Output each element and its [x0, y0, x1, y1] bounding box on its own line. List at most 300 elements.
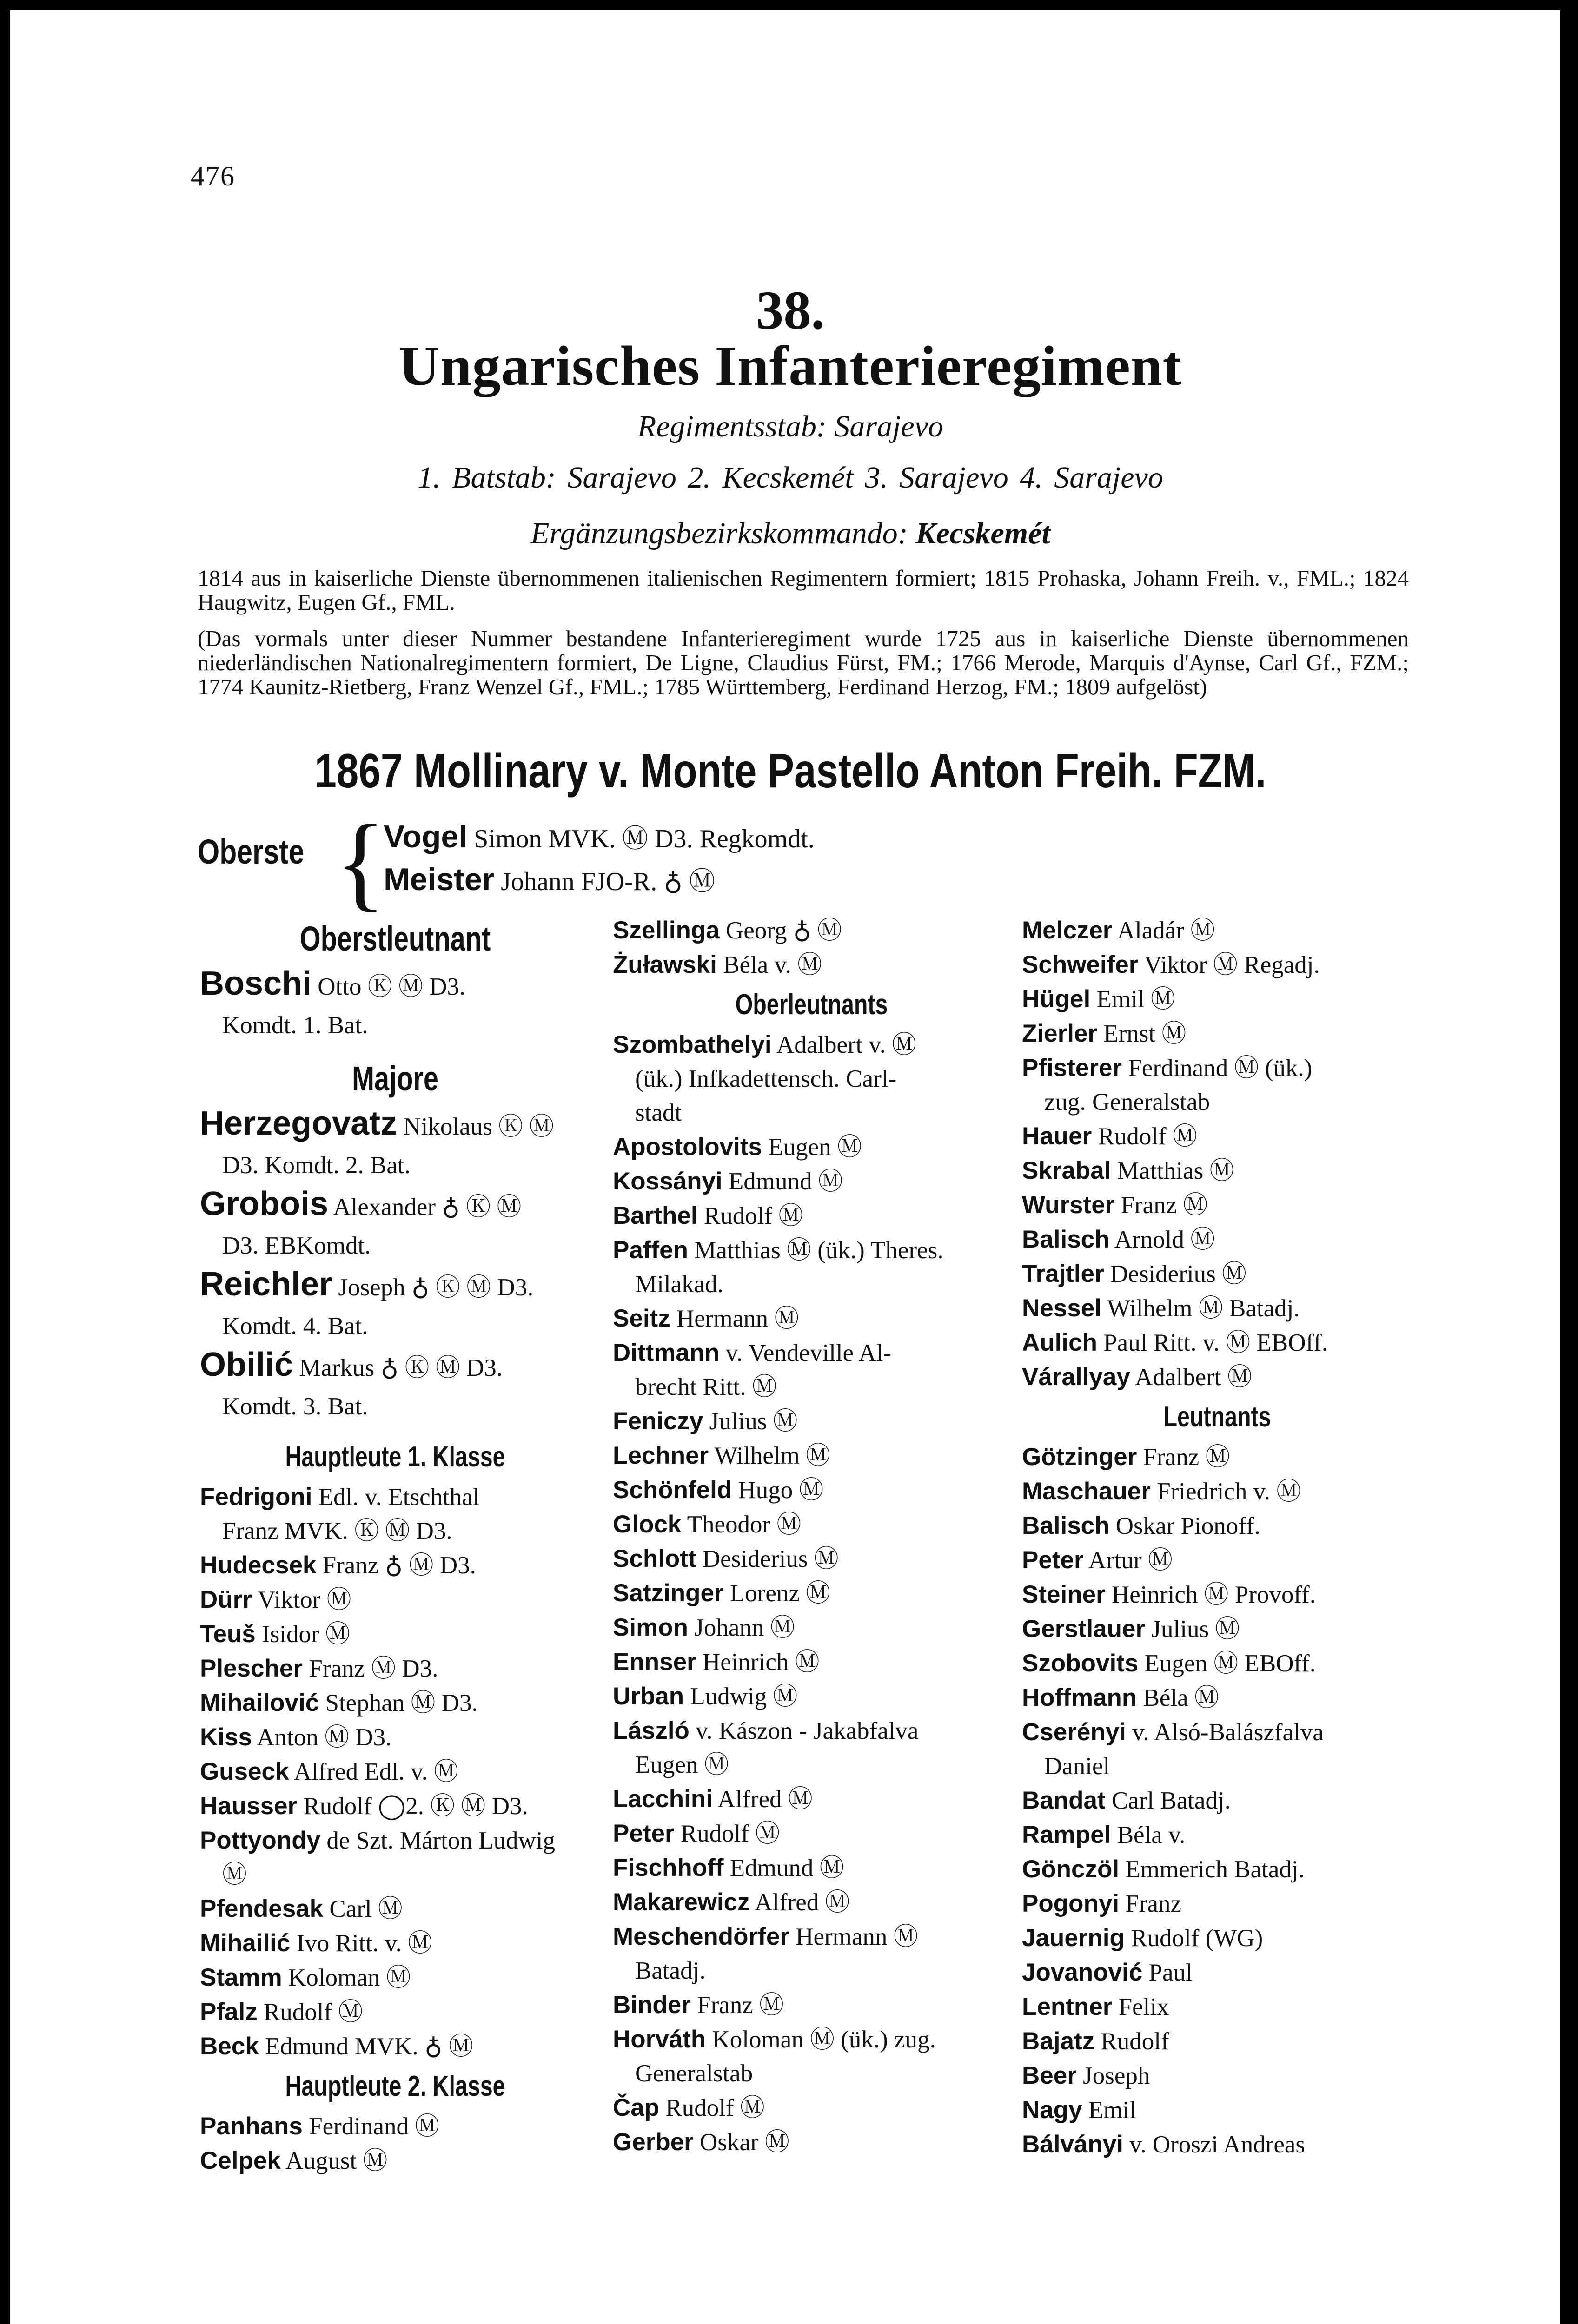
surname: Meschendörfer: [613, 1923, 789, 1950]
surname: Beer: [1022, 2062, 1077, 2089]
roster-entry: [200, 964, 590, 1045]
entry-details: Rudolf Ⓜ: [680, 1820, 780, 1847]
surname: Steiner: [1022, 1581, 1106, 1608]
surname: Guseck: [200, 1758, 289, 1785]
surname: László: [613, 1717, 690, 1744]
ergaenzung-label: Ergänzungsbezirkskommando:: [530, 516, 908, 550]
roster-entry: [200, 1346, 590, 1426]
oberst-entry: [384, 861, 715, 898]
roster-entry: [1022, 1955, 1412, 1990]
entry-line: [613, 948, 1010, 982]
entry-details: Matthias Ⓜ: [1117, 1157, 1234, 1184]
entry-details: Hermann Ⓜ: [796, 1923, 918, 1950]
entry-line: [613, 2022, 1010, 2057]
roster-entry: [613, 1164, 1010, 1199]
roster-entry: [200, 1104, 590, 1185]
entry-continuation: (ük.) Infkadettensch. Carl-: [635, 1065, 897, 1092]
entry-line: [613, 1645, 1010, 1679]
batstab: 1. Batstab: Sarajevo 2. Kecskemét 3. Sarajevo 4. Sarajevo: [418, 461, 1163, 495]
surname: Schweifer: [1022, 951, 1139, 978]
entry-details: Rudolf Ⓜ: [665, 2094, 765, 2121]
entry-line: [200, 1995, 590, 2029]
entry-line: [200, 1480, 590, 1514]
surname: Balisch: [1022, 1512, 1110, 1539]
entry-details: Ernst Ⓜ: [1103, 1020, 1187, 1047]
surname: Beck: [200, 2033, 259, 2060]
surname: Barthel: [613, 1202, 698, 1229]
entry-continuation: D3. Komdt. 2. Bat.: [222, 1152, 411, 1179]
roster-entry: [1022, 1612, 1412, 1646]
entry-details: Julius Ⓜ: [709, 1408, 798, 1435]
column-2: [613, 913, 1010, 2159]
entry-details: Johann Ⓜ: [694, 1614, 795, 1641]
surname: Vogel: [384, 819, 468, 854]
surname: Pogonyi: [1022, 1890, 1120, 1917]
surname: Horváth: [613, 2026, 706, 2053]
entry-details: Alfred Ⓜ: [754, 1889, 850, 1916]
roster-entry: [1022, 1051, 1412, 1119]
surname: Mihailović: [200, 1689, 319, 1717]
entry-line: [1022, 1887, 1412, 1921]
roster-entry: [613, 1301, 1010, 1336]
roster-entry: [613, 1988, 1010, 2022]
entry-continuation: D3. EBKomdt.: [222, 1232, 371, 1259]
roster-entry: [200, 1823, 590, 1892]
surname: Bajatz: [1022, 2027, 1095, 2055]
entry-line: [613, 1028, 1010, 1062]
surname: Stamm: [200, 1964, 282, 1991]
entry-line: [613, 1816, 1010, 1851]
entry-details: August Ⓜ: [285, 2147, 388, 2174]
surname: Pfisterer: [1022, 1054, 1122, 1082]
entry-line: [1022, 1921, 1412, 1955]
entry-details: Friedrich v. Ⓜ: [1157, 1478, 1301, 1505]
roster-entry: [613, 1507, 1010, 1542]
entry-details: Aladár Ⓜ: [1117, 917, 1215, 944]
entry-details: Eugen Ⓜ EBOff.: [1144, 1650, 1316, 1677]
roster-entry: [613, 1473, 1010, 1507]
surname: Gerber: [613, 2128, 694, 2156]
entry-line: [1022, 948, 1412, 982]
entry-details: Emmerich Batadj.: [1125, 1856, 1305, 1883]
roster-entry: [613, 1542, 1010, 1576]
surname: Gönczöl: [1022, 1855, 1120, 1883]
surname: Satzinger: [613, 1579, 724, 1607]
entry-line: [200, 1548, 590, 1583]
roster-entry: [613, 1816, 1010, 1851]
entry-continuation: Daniel: [1044, 1753, 1110, 1780]
entry-line: [1022, 2059, 1412, 2093]
roster-entry: [613, 1028, 1010, 1130]
entry-line: [613, 1576, 1010, 1611]
surname: Peter: [613, 1820, 675, 1847]
surname: Plescher: [200, 1655, 303, 1682]
entry-line: [1022, 1017, 1412, 1051]
roster-entry: [613, 913, 1010, 948]
entry-line: [613, 1714, 1010, 1748]
surname: Ennser: [613, 1648, 696, 1676]
surname: Zierler: [1022, 1020, 1098, 1047]
surname: Makarewicz: [613, 1888, 750, 1916]
entry-details: Koloman Ⓜ: [288, 1964, 411, 1991]
entry-line: [1022, 982, 1412, 1017]
surname: Grobois: [200, 1185, 329, 1222]
entry-line: [200, 1755, 590, 1789]
surname: Urban: [613, 1683, 684, 1710]
page-number: 476: [191, 161, 235, 191]
roster-entry: [200, 2109, 590, 2144]
roster-entry: [613, 2091, 1010, 2125]
roster-entry: [1022, 1474, 1412, 1509]
entry-details: Koloman Ⓜ (ük.) zug.: [712, 2026, 936, 2053]
entry-line: [1022, 1818, 1412, 1852]
surname: Cserényi: [1022, 1718, 1126, 1746]
roster-entry: [1022, 2127, 1412, 2162]
entry-details: Theodor Ⓜ: [687, 1511, 802, 1538]
surname: Schlott: [613, 1545, 696, 1572]
surname: Fedrigoni: [200, 1483, 312, 1511]
roster-entry: [1022, 1578, 1412, 1612]
surname: Lentner: [1022, 1993, 1113, 2020]
entry-details: Anton Ⓜ D3.: [257, 1724, 392, 1751]
history-paragraph-1: 1814 aus in kaiserliche Dienste übernommenen italienischen Regimentern formiert; 1815 Prohaska, Johann Freih. v., FML.; 1824 Haugwitz, Eugen Gf., FML.: [198, 565, 1409, 615]
entry-line: [613, 913, 1010, 948]
surname: Balisch: [1022, 1226, 1110, 1253]
entry-details: Béla Ⓜ: [1143, 1684, 1219, 1711]
roster-entry: [613, 1404, 1010, 1439]
entry-details: Edmund Ⓜ: [728, 1168, 843, 1195]
entry-line: [1022, 1188, 1412, 1222]
surname: Fischhoff: [613, 1854, 724, 1882]
entry-details: Wilhelm Ⓜ: [714, 1442, 831, 1469]
surname: Várallyay: [1022, 1363, 1130, 1391]
entry-details: Adalbert Ⓜ: [1135, 1364, 1252, 1391]
ergaenzung-place: Kecskemét: [915, 516, 1050, 550]
entry-details: Wilhelm Ⓜ Batadj.: [1107, 1295, 1300, 1322]
roster-entry: [1022, 1990, 1412, 2024]
entry-line: [1022, 2024, 1412, 2059]
entry-line: [613, 1507, 1010, 1542]
entry-line: [1022, 1222, 1412, 1257]
spacer: [200, 1045, 590, 1053]
roster-entry: [613, 1611, 1010, 1645]
roster-entry: [200, 1892, 590, 1926]
entry-line: [1022, 1990, 1412, 2024]
entry-line: [1022, 1612, 1412, 1646]
surname: Nagy: [1022, 2096, 1082, 2124]
roster-entry: [613, 1782, 1010, 1816]
entry-details: Joseph: [1083, 2062, 1150, 2089]
entry-details: Paul Ritt. v. Ⓜ EBOff.: [1103, 1329, 1328, 1356]
entry-details: Viktor Ⓜ Regadj.: [1144, 951, 1320, 978]
surname: Pfendesak: [200, 1895, 324, 1922]
entry-line: [613, 1920, 1010, 1954]
roster-entry: [200, 1583, 590, 1617]
entry-continuation: Generalstab: [635, 2060, 753, 2087]
entry-details: v. Kászon - Jakabfalva: [696, 1717, 919, 1744]
roster-entry: [200, 1651, 590, 1686]
surname: Glock: [613, 1511, 682, 1538]
surname: Aulich: [1022, 1329, 1097, 1356]
entry-line: [200, 1617, 590, 1651]
entry-line: [613, 2091, 1010, 2125]
roster-entry: [1022, 913, 1412, 948]
surname: Seitz: [613, 1305, 670, 1332]
entry-details: Franz Ⓜ: [1121, 1192, 1208, 1219]
roster-entry: [1022, 1852, 1412, 1887]
entry-details: Adalbert v. Ⓜ: [776, 1031, 917, 1058]
roster-entry: [200, 1265, 590, 1346]
entry-line: [613, 1782, 1010, 1816]
entry-line: [613, 2125, 1010, 2159]
section-heading: Hauptleute 1. Klasse: [285, 1441, 505, 1473]
entry-details: v. Vendeville Al-: [725, 1340, 892, 1367]
entry-details: Hermann Ⓜ: [676, 1305, 799, 1332]
entry-details: Oskar Pionoff.: [1115, 1512, 1260, 1539]
entry-line: [1022, 1578, 1412, 1612]
entry-line: [613, 1679, 1010, 1714]
roster-entry: [613, 2125, 1010, 2159]
roster-entry: [1022, 1291, 1412, 1326]
roster-entry: [613, 1199, 1010, 1233]
roster-entry: [613, 1714, 1010, 1782]
entry-details: Arnold Ⓜ: [1114, 1226, 1215, 1253]
entry-line: [1022, 1326, 1412, 1360]
entry-details: Edl. v. Etschthal: [318, 1484, 480, 1511]
surname: Apostolovits: [613, 1133, 762, 1161]
surname: Jauernig: [1022, 1924, 1125, 1952]
entry-line: [200, 964, 590, 1006]
roster-entry: [200, 1961, 590, 1995]
entry-line: [200, 1892, 590, 1926]
surname: Hauer: [1022, 1122, 1092, 1150]
roster-entry: [1022, 1326, 1412, 1360]
entry-details: Stephan Ⓜ D3.: [325, 1690, 478, 1717]
entry-details: Alexander ♁ Ⓚ Ⓜ: [333, 1194, 522, 1221]
entry-details: Desiderius Ⓜ: [1110, 1261, 1246, 1287]
entry-line: [613, 1233, 1010, 1268]
entry-line: [613, 1851, 1010, 1885]
roster-entry: [1022, 1154, 1412, 1188]
roster-entry: [1022, 1887, 1412, 1921]
roster-entry: [1022, 1715, 1412, 1783]
surname: Pfalz: [200, 1998, 258, 2026]
entry-details: Rudolf Ⓜ: [263, 1999, 363, 2026]
entry-details: Ivo Ritt. v. Ⓜ: [296, 1930, 433, 1957]
roster-entry: [1022, 948, 1412, 982]
roster-entry: [1022, 1360, 1412, 1394]
entry-line: [1022, 1646, 1412, 1681]
entry-line: [1022, 1509, 1412, 1543]
roster-entry: [1022, 1646, 1412, 1681]
entry-line: [613, 1199, 1010, 1233]
surname: Kossányi: [613, 1168, 723, 1195]
history-paragraph-2: (Das vormals unter dieser Nummer bestandene Infanterieregiment wurde 1725 aus in kaiserliche Dienste übernommenen niederländischen Nationalregimentern formiert, De Ligne, Claudius Fürst, FM.; 1766 Merode, Marquis d'Aynse, Carl Gf., FZM.; 1774 Kaunitz-Rietberg, Franz Wenzel Gf., FML.; 1785 Württemberg, Ferdinand Herzog, FM.; 1809 aufgelöst): [198, 626, 1409, 700]
surname: Feniczy: [613, 1407, 703, 1435]
entry-details: Franz Ⓜ: [697, 1992, 784, 2019]
surname: Paffen: [613, 1236, 688, 1264]
roster-entry: [200, 1548, 590, 1583]
surname: Binder: [613, 1991, 691, 2019]
entry-details: Desiderius Ⓜ: [702, 1545, 839, 1572]
surname: Reichler: [200, 1266, 332, 1303]
roster-entry: [1022, 1818, 1412, 1852]
surname: Panhans: [200, 2113, 303, 2140]
roster-entry: [200, 1789, 590, 1823]
entry-line: [200, 1686, 590, 1720]
roster-entry: [613, 2022, 1010, 2091]
surname: Götzinger: [1022, 1443, 1137, 1471]
entry-details: Edmund MVK. ♁ Ⓜ: [265, 2033, 473, 2060]
entry-continuation: brecht Ritt. Ⓜ: [635, 1373, 777, 1400]
surname: Obilić: [200, 1346, 293, 1383]
entry-line: [1022, 1257, 1412, 1291]
entry-details: Joseph ♁ Ⓚ Ⓜ D3.: [338, 1274, 534, 1301]
entry-continuation: Komdt. 1. Bat.: [222, 1012, 368, 1039]
regiment-inhaber: 1867 Mollinary v. Monte Pastello Anton Freih. FZM.: [314, 744, 1266, 798]
entry-continuation: zug. Generalstab: [1044, 1089, 1210, 1116]
entry-line: [1022, 2127, 1412, 2162]
entry-details: Rudolf: [1101, 2028, 1169, 2055]
roster-entry: [200, 2029, 590, 2064]
surname: Herzegovatz: [200, 1105, 398, 1142]
entry-details: Artur Ⓜ: [1088, 1547, 1173, 1574]
surname: Simon: [613, 1614, 688, 1641]
brace-glyph: {: [335, 803, 386, 921]
entry-line: [200, 1583, 590, 1617]
entry-line: [1022, 1154, 1412, 1188]
entry-details: Ludwig Ⓜ: [690, 1683, 798, 1710]
entry-line: [200, 1926, 590, 1961]
roster-entry: [1022, 1921, 1412, 1955]
surname: Boschi: [200, 965, 312, 1002]
entry-line: [1022, 1543, 1412, 1578]
roster-entry: [200, 1185, 590, 1265]
column-1: [200, 913, 590, 2178]
roster-entry: [200, 1926, 590, 1961]
entry-details: Georg ♁ Ⓜ: [725, 917, 842, 944]
entry-details: Franz Ⓜ: [1143, 1444, 1230, 1471]
roster-entry: [1022, 1509, 1412, 1543]
entry-details: Rudolf ◯2. Ⓚ Ⓜ D3.: [303, 1793, 528, 1820]
entry-line: [1022, 1715, 1412, 1750]
entry-details: Matthias Ⓜ (ük.) Theres.: [694, 1237, 944, 1264]
regiment-number: 38.: [756, 280, 825, 341]
entry-details: Lorenz Ⓜ: [729, 1580, 831, 1607]
entry-details: v. Alsó-Balászfalva: [1132, 1719, 1324, 1746]
entry-line: [200, 1651, 590, 1686]
roster-entry: [613, 1336, 1010, 1404]
entry-line: [200, 1346, 590, 1387]
roster-entry: [613, 1885, 1010, 1920]
entry-continuation: stadt: [635, 1099, 682, 1126]
oberste-label: Oberste: [198, 832, 305, 871]
section-heading: Majore: [351, 1059, 439, 1098]
ergaenzungsbezirk: [177, 516, 1404, 551]
roster-entry: [1022, 1783, 1412, 1818]
surname: Hoffmann: [1022, 1684, 1137, 1711]
surname: Żuławski: [613, 951, 717, 978]
regiment-title: Ungarisches Infanterieregiment: [398, 335, 1182, 397]
entry-details: Alfred Ⓜ: [717, 1786, 813, 1813]
roster-entry: [1022, 1017, 1412, 1051]
entry-line: [613, 1336, 1010, 1370]
entry-details: Franz Ⓜ D3.: [309, 1655, 438, 1682]
entry-line: [1022, 1440, 1412, 1474]
roster-entry: [613, 1233, 1010, 1301]
surname: Maschauer: [1022, 1478, 1151, 1505]
surname: Čap: [613, 2094, 660, 2121]
entry-line: [613, 1301, 1010, 1336]
entry-details: Felix: [1118, 1994, 1169, 2020]
entry-line: [200, 2144, 590, 2178]
entry-line: [1022, 1955, 1412, 1990]
entry-line: [200, 1265, 590, 1307]
entry-details: Johann FJO-R. ♁ Ⓜ: [501, 867, 716, 896]
entry-line: [613, 1885, 1010, 1920]
section-heading: Hauptleute 2. Klasse: [285, 2070, 505, 2102]
section-heading: Oberstleutnant: [299, 919, 491, 958]
surname: Meister: [384, 862, 495, 897]
entry-line: [200, 1185, 590, 1227]
surname: Lechner: [613, 1442, 709, 1469]
surname: Kiss: [200, 1723, 252, 1751]
surname: Bandat: [1022, 1787, 1106, 1814]
roster-entry: [613, 948, 1010, 982]
entry-line: [613, 1611, 1010, 1645]
roster-entry: [1022, 1681, 1412, 1715]
roster-entry: [1022, 2093, 1412, 2127]
roster-entry: [1022, 1188, 1412, 1222]
entry-details: Viktor Ⓜ: [258, 1586, 351, 1613]
entry-line: [613, 1439, 1010, 1473]
regimentsstab: Regimentsstab: Sarajevo: [637, 409, 944, 443]
entry-line: [1022, 2093, 1412, 2127]
entry-line: [1022, 1852, 1412, 1887]
roster-entry: [613, 1130, 1010, 1164]
entry-details: Paul: [1148, 1959, 1193, 1986]
roster-entry: [1022, 1440, 1412, 1474]
entry-details: Ferdinand Ⓜ (ük.): [1128, 1055, 1313, 1082]
roster-entry: [1022, 1543, 1412, 1578]
surname: Teuš: [200, 1620, 256, 1648]
entry-line: [1022, 1360, 1412, 1394]
entry-details: Rudolf Ⓜ: [1098, 1123, 1197, 1150]
entry-details: Simon MVK. Ⓜ D3. Regkomdt.: [474, 825, 815, 853]
entry-details: Eugen Ⓜ: [768, 1134, 862, 1161]
entry-line: [1022, 1681, 1412, 1715]
entry-line: [200, 2029, 590, 2064]
entry-details: Julius Ⓜ: [1151, 1616, 1240, 1643]
entry-line: [613, 1988, 1010, 2022]
surname: Trajtler: [1022, 1260, 1104, 1287]
entry-line: [613, 1130, 1010, 1164]
entry-line: [613, 1404, 1010, 1439]
surname: Hausser: [200, 1792, 298, 1820]
roster-entry: [1022, 1257, 1412, 1291]
entry-details: Isidor Ⓜ: [262, 1621, 350, 1648]
surname: Szellinga: [613, 917, 720, 944]
entry-continuation: Komdt. 4. Bat.: [222, 1313, 368, 1340]
entry-details: Béla v. Ⓜ: [723, 951, 822, 978]
entry-line: [200, 1720, 590, 1755]
roster-entry: [613, 1679, 1010, 1714]
entry-line: [1022, 1051, 1412, 1085]
entry-details: Emil: [1088, 2097, 1136, 2124]
entry-details: Franz ♁ Ⓜ D3.: [322, 1552, 476, 1579]
roster-entry: [613, 1851, 1010, 1885]
entry-details: Heinrich Ⓜ: [702, 1649, 820, 1676]
